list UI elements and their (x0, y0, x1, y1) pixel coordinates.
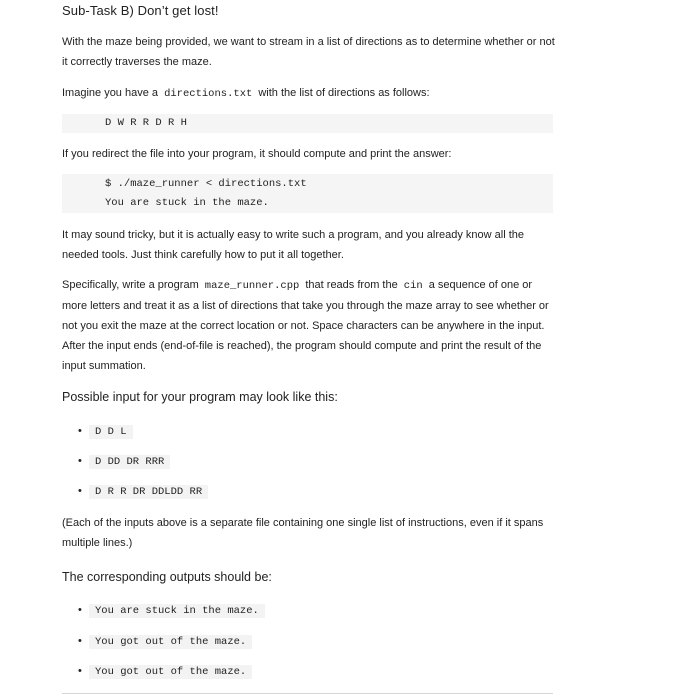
spec-mid: that reads from the (305, 279, 398, 291)
directions-code-block (62, 114, 553, 133)
spec-line-2: more letters and treat it as a list of directions that take you through the maze array to see whether or (62, 300, 549, 312)
spec-line-4: After the input ends (end-of-file is reached), the program should compute and print the result of the (62, 340, 542, 352)
redirect-paragraph: If you redirect the file into your program, it should compute and print the answer: (62, 148, 452, 160)
spec-line-3: not you exit the maze at the correct location or not. Space characters can be anywhere in the input. (62, 320, 545, 332)
spec-line-5: input summation. (62, 360, 146, 372)
spec-after: a sequence of one or (428, 279, 533, 291)
command-code-block (62, 174, 553, 213)
bullet-dot: • (78, 604, 82, 616)
command-line: $ ./maze_runner < directions.txt (105, 178, 307, 190)
imagine-after: with the list of directions as follows: (258, 87, 430, 99)
tricky-paragraph (62, 225, 562, 265)
spec-paragraph (62, 275, 562, 376)
output-example-2: You got out of the maze. (89, 635, 252, 649)
bullet-dot: • (78, 425, 82, 437)
directions-code-line: D W R R D R H (105, 117, 187, 129)
bullet-dot: • (78, 635, 82, 647)
imagine-paragraph (62, 83, 562, 104)
bullet-dot: • (78, 485, 82, 497)
command-output-line: You are stuck in the maze. (105, 197, 269, 209)
bottom-divider (62, 693, 553, 694)
tricky-line-2: needed tools. Just think carefully how to put it all together. (62, 249, 344, 261)
intro-paragraph (62, 32, 562, 72)
intro-line-1: With the maze being provided, we want to stream in a list of directions as to determine whether or not (62, 36, 555, 48)
inputs-note-line-2: multiple lines.) (62, 537, 133, 549)
imagine-before: Imagine you have a (62, 87, 159, 99)
output-example-3: You got out of the maze. (89, 665, 252, 679)
input-example-1: D D L (89, 425, 133, 439)
tricky-line-1: It may sound tricky, but it is actually easy to write such a program, and you already know all the (62, 229, 525, 241)
bullet-dot: • (78, 455, 82, 467)
bullet-dot: • (78, 665, 82, 677)
maze-runner-filename-code: maze_runner.cpp (204, 280, 300, 292)
cin-code: cin (403, 280, 423, 292)
page-title: Sub-Task B) Don’t get lost! (62, 3, 219, 18)
output-example-1: You are stuck in the maze. (89, 604, 265, 618)
outputs-heading: The corresponding outputs should be: (62, 570, 272, 584)
intro-line-2: it correctly traverses the maze. (62, 56, 212, 68)
input-example-3: D R R DR DDLDD RR (89, 485, 208, 499)
inputs-note-line-1: (Each of the inputs above is a separate file containing one single list of instructions, even if it spans (62, 517, 544, 529)
input-example-2: D DD DR RRR (89, 455, 170, 469)
possible-input-heading: Possible input for your program may look like this: (62, 390, 338, 404)
inputs-note-paragraph (62, 513, 562, 553)
spec-before: Specifically, write a program (62, 279, 199, 291)
directions-filename-code: directions.txt (164, 88, 253, 100)
spec-line-1 (62, 275, 562, 296)
